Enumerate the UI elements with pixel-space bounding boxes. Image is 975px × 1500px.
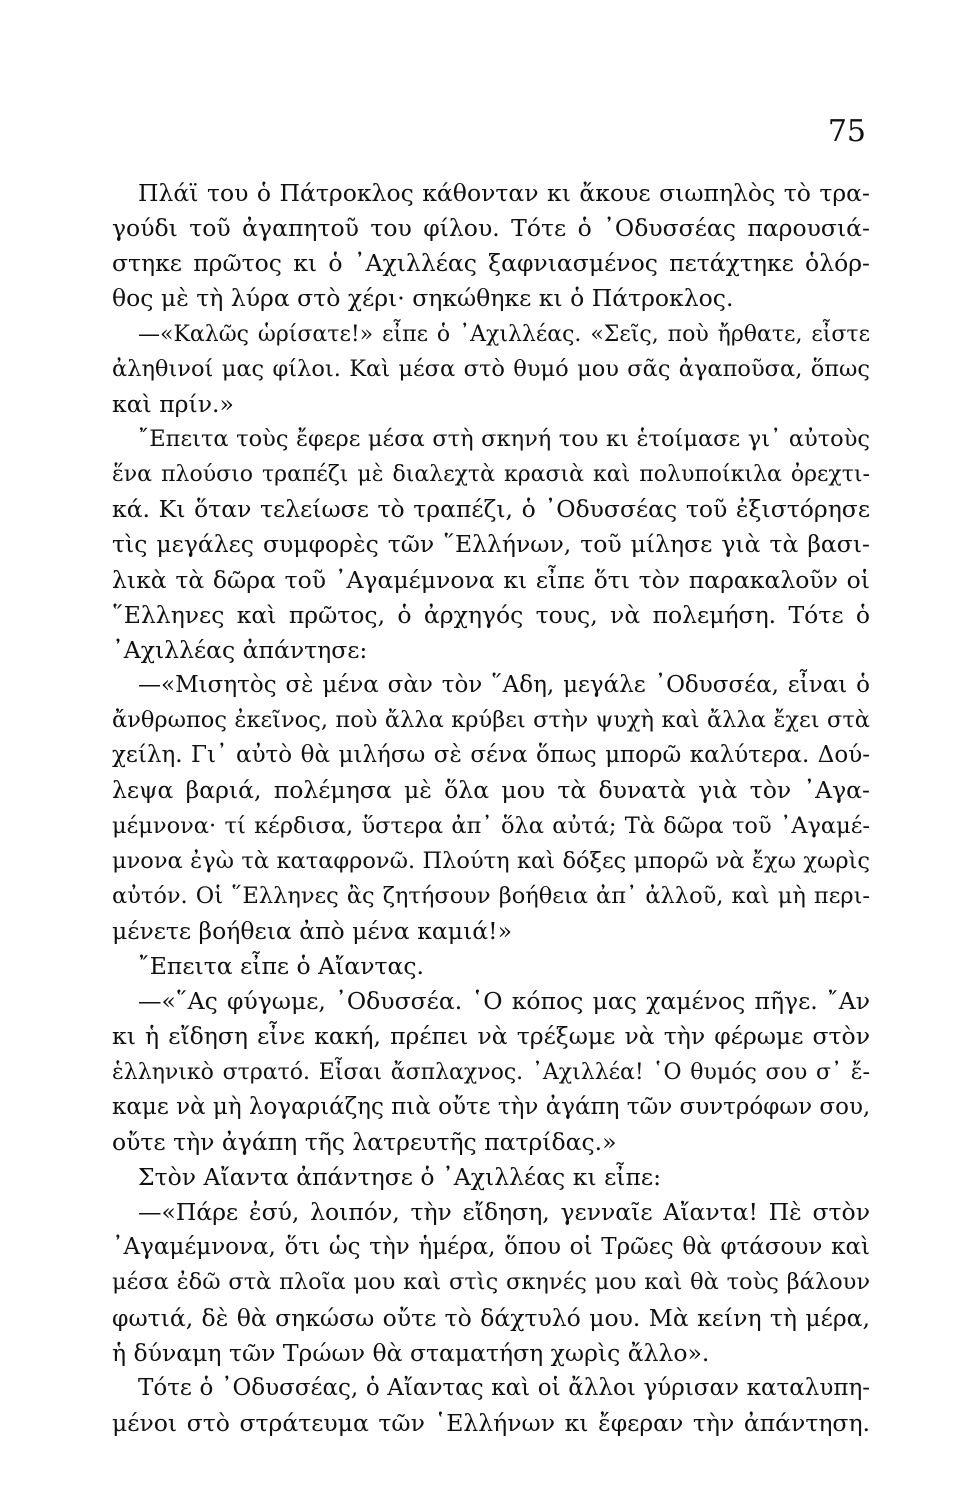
text-line: ἑλληνικὸ στρατό. Εἶσαι ἄσπλαχνος. ᾿Αχιλλέα! ῾Ο θυμός σου σ᾿ ἔ- [112, 1059, 870, 1085]
text-line: τὶς μεγάλες συμφορὲς τῶν ῞Ελλήνων, τοῦ μίλησε γιὰ τὰ βασι- [112, 530, 870, 559]
text-line: λικὰ τὰ δῶρα τοῦ ᾿Αγαμέμνονα κι εἶπε ὅτι τὸν παρακαλοῦν οἱ [112, 565, 870, 594]
text-line: —«Μισητὸς σὲ μένα σὰν τὸν ῞Αδη, μεγάλε ᾿Οδυσσέα, εἶναι ὁ [138, 671, 870, 698]
text-line: ᾿Αχιλλέας ἀπάντησε: [112, 635, 368, 664]
text-line: μέμνονα· τί κέρδισα, ὕστερα ἀπ᾿ ὅλα αὐτά; Τὰ δῶρα τοῦ ᾿Αγαμέ- [112, 812, 870, 839]
text-line: ἡ δύναμη τῶν Τρώων θὰ σταματήση χωρὶς ἄλλο». [112, 1338, 710, 1367]
body-text [112, 176, 870, 1441]
text-line: θος μὲ τὴ λύρα στὸ χέρι· σηκώθηκε κι ὁ Πάτροκλος. [112, 284, 734, 313]
text-line: κά. Κι ὅταν τελείωσε τὸ τραπέζι, ὁ ᾿Οδυσσέας τοῦ ἐξιστόρησε [112, 495, 870, 524]
text-line: ῞Ελληνες καὶ πρῶτος, ὁ ἀρχηγός τους, νὰ πολεμήση. Τότε ὁ [112, 600, 870, 629]
text-line: Στὸν Αἴαντα ἀπάντησε ὁ ᾿Αχιλλέας κι εἶπε: [138, 1162, 661, 1191]
text-line: —«Πάρε ἐσύ, λοιπόν, τὴν εἴδηση, γενναῖε Αἴαντα! Πὲ στὸν [138, 1198, 870, 1227]
text-line: μένοι στὸ στράτευμα τῶν ῾Ελλήνων κι ἔφεραν τὴν ἀπάντηση. [112, 1408, 870, 1437]
text-line: Πλάϊ του ὁ Πάτροκλος κάθονταν κι ἄκουε σιωπηλὸς τὸ τρα- [138, 179, 870, 207]
text-line: ἕνα πλούσιο τραπέζι μὲ διαλεχτὰ κρασιὰ καὶ πολυποίκιλα ὀρεχτι- [112, 462, 870, 488]
text-line: γούδι τοῦ ἀγαπητοῦ του φίλου. Τότε ὁ ᾿Οδυσσέας παρουσιά- [112, 214, 870, 243]
text-line: μένετε βοήθεια ἀπὸ μένα καμιά!» [112, 916, 512, 945]
text-line: —«Καλῶς ὡρίσατε!» εἶπε ὁ ᾿Αχιλλέας. «Σεῖς, ποὺ ἤρθατε, εἶστε [138, 321, 870, 347]
text-line: ἀληθινοί μας φίλοι. Καὶ μέσα στὸ θυμό μου σᾶς ἀγαποῦσα, ὅπως [112, 355, 870, 382]
text-line: ἄνθρωπος ἐκεῖνος, ποὺ ἄλλα κρύβει στὴν ψυχὴ καὶ ἄλλα ἔχει στὰ [112, 707, 870, 734]
text-line: Τότε ὁ ᾿Οδυσσέας, ὁ Αἴαντας καὶ οἱ ἄλλοι γύρισαν καταλυπη- [138, 1374, 870, 1401]
text-line: κι ἡ εἴδηση εἶνε κακή, πρέπει νὰ τρέξωμε νὰ τὴν φέρωμε στὸν [112, 1022, 870, 1051]
text-line: —«῞Ας φύγωμε, ᾿Οδυσσέα. ῾Ο κόπος μας χαμένος πῆγε. ῎Αν [138, 987, 870, 1016]
text-line: καμε νὰ μὴ λογαριάζης πιὰ οὔτε τὴν ἀγάπη τῶν συντρόφων σου, [112, 1093, 871, 1120]
page-number: 75 [827, 114, 866, 149]
text-line: στηκε πρῶτος κι ὁ ᾿Αχιλλέας ξαφνιασμένος πετάχτηκε ὁλόρ- [112, 249, 870, 278]
text-line: λεψα βαριά, πολέμησα μὲ ὅλα μου τὰ δυνατὰ γιὰ τὸν ᾿Αγα- [112, 776, 870, 805]
text-line: φωτιά, δὲ θὰ σηκώσω οὔτε τὸ δάχτυλό μου. Μὰ κείνη τὴ μέρα, [112, 1303, 870, 1332]
text-line: μνονα ἐγὼ τὰ καταφρονῶ. Πλούτη καὶ δόξες μπορῶ νὰ ἔχω χωρὶς [112, 847, 870, 874]
text-line: μέσα ἐδῶ στὰ πλοῖα μου καὶ στὶς σκηνές μου καὶ θὰ τοὺς βάλουν [112, 1269, 870, 1296]
text-line: ῎Επειτα εἶπε ὁ Αἴαντας. [138, 952, 425, 981]
text-line: αὐτόν. Οἱ ῞Ελληνες ἂς ζητήσουν βοήθεια ἀπ᾿ ἀλλοῦ, καὶ μὴ περι- [112, 882, 870, 909]
text-line: ᾿Αγαμέμνονα, ὅτι ὡς τὴν ἡμέρα, ὅπου οἱ Τρῶες θὰ φτάσουν καὶ [112, 1234, 870, 1261]
text-line: χείλη. Γι᾿ αὐτὸ θὰ μιλήσω σὲ σένα ὅπως μπορῶ καλύτερα. Δού- [112, 742, 870, 769]
text-line: οὔτε τὴν ἀγάπη τῆς λατρευτῆς πατρίδας.» [112, 1127, 617, 1156]
text-line: ῎Επειτα τοὺς ἔφερε μέσα στὴ σκηνή του κι ἑτοίμασε γι᾿ αὐτοὺς [138, 425, 870, 452]
text-line: καὶ πρίν.» [112, 389, 234, 418]
